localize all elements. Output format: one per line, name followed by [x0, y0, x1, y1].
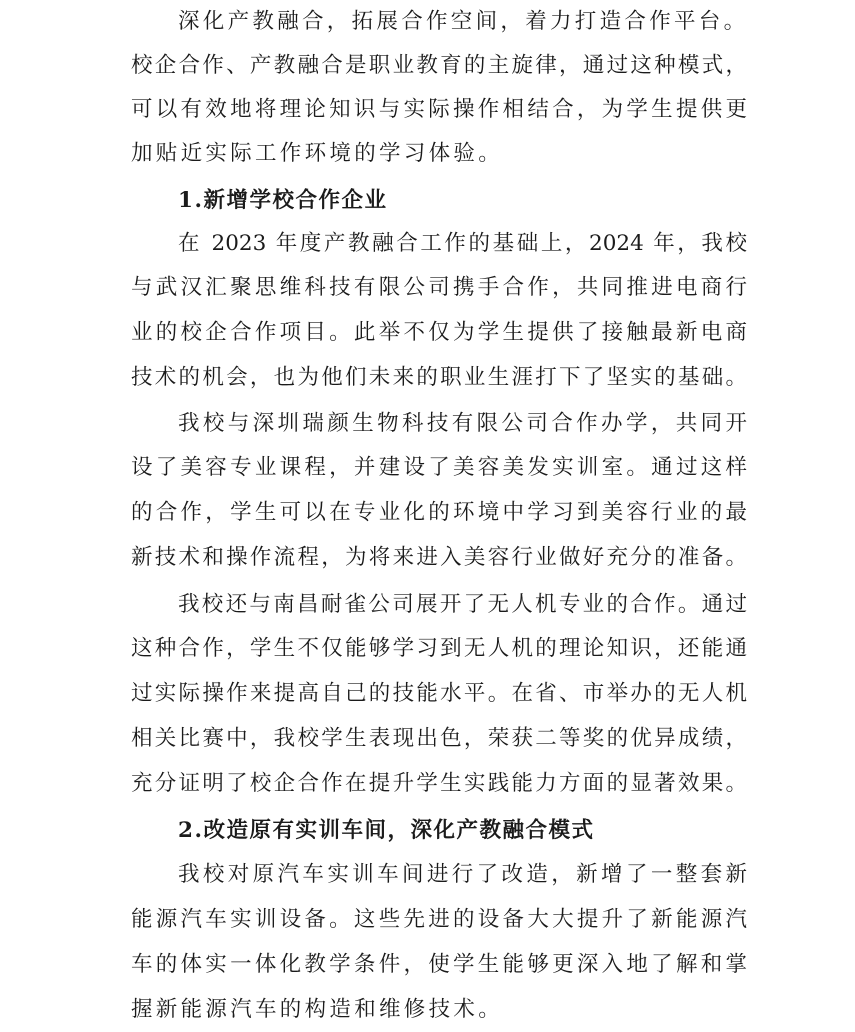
- paragraph-line: 可以有效地将理论知识与实际操作相结合，为学生提供更: [131, 97, 747, 122]
- paragraph-line: 技术的机会，也为他们未来的职业生涯打下了坚实的基础。: [131, 365, 747, 390]
- section-heading: 2.改造原有实训车间，深化产教融合模式: [178, 818, 595, 843]
- paragraph-line: 在 2023 年度产教融合工作的基础上，2024 年，我校: [178, 231, 747, 256]
- paragraph-line: 深化产教融合，拓展合作空间，着力打造合作平台。: [178, 9, 749, 34]
- paragraph-line: 车的体实一体化教学条件，使学生能够更深入地了解和掌: [131, 952, 747, 977]
- section-heading: 1.新增学校合作企业: [178, 188, 388, 213]
- paragraph-line: 我校与深圳瑞颜生物科技有限公司合作办学，共同开: [178, 411, 747, 436]
- paragraph-line: 设了美容专业课程，并建设了美容美发实训室。通过这样: [131, 455, 747, 480]
- paragraph-line: 的合作，学生可以在专业化的环境中学习到美容行业的最: [131, 500, 747, 525]
- paragraph-line: 与武汉汇聚思维科技有限公司携手合作，共同推进电商行: [131, 275, 747, 300]
- paragraph-line: 这种合作，学生不仅能够学习到无人机的理论知识，还能通: [131, 636, 747, 661]
- paragraph-line: 充分证明了校企合作在提升学生实践能力方面的显著效果。: [131, 771, 747, 796]
- paragraph-line: 业的校企合作项目。此举不仅为学生提供了接触最新电商: [131, 320, 747, 345]
- paragraph-line: 新技术和操作流程，为将来进入美容行业做好充分的准备。: [131, 545, 747, 570]
- paragraph-line: 加贴近实际工作环境的学习体验。: [131, 141, 504, 166]
- paragraph-line: 相关比赛中，我校学生表现出色，荣获二等奖的优异成绩，: [131, 726, 747, 751]
- paragraph-line: 握新能源汽车的构造和维修技术。: [131, 997, 504, 1022]
- paragraph-line: 我校对原汽车实训车间进行了改造，新增了一整套新: [178, 862, 747, 887]
- paragraph-line: 过实际操作来提高自己的技能水平。在省、市举办的无人机: [131, 681, 747, 706]
- paragraph-line: 我校还与南昌耐雀公司展开了无人机专业的合作。通过: [178, 592, 747, 617]
- paragraph-line: 能源汽车实训设备。这些先进的设备大大提升了新能源汽: [131, 907, 747, 932]
- paragraph-line: 校企合作、产教融合是职业教育的主旋律，通过这种模式，: [131, 53, 747, 78]
